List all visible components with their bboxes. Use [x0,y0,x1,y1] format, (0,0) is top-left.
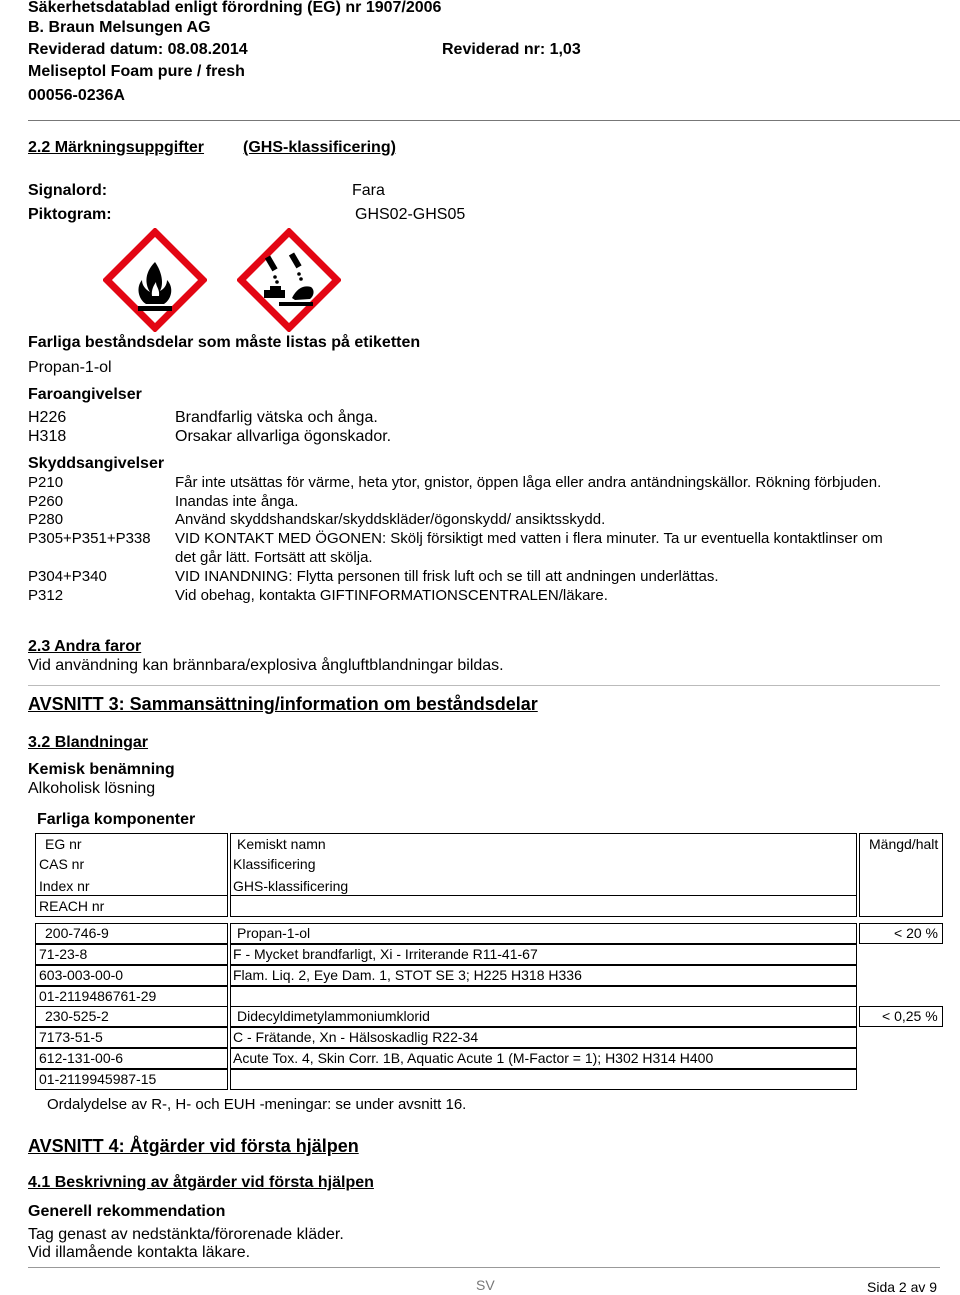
row2-cas: 7173-51-5 [39,1029,103,1045]
h-text: Brandfarlig vätska och ånga. [175,409,378,426]
row1-index: 603-003-00-0 [39,967,124,983]
h-code: H226 [28,409,67,426]
cell-divider [35,895,228,896]
revised-date: Reviderad datum: 08.08.2014 [28,41,248,58]
cell-box [230,986,857,1007]
page-number: Sida 2 av 9 [867,1279,938,1295]
th-ghs-classification: GHS-klassificering [233,878,349,894]
header-rule [28,120,960,121]
product-name: Meliseptol Foam pure / fresh [28,63,245,80]
signal-word-label: Signalord: [28,182,108,199]
general-advice-line: Vid illamående kontakta läkare. [28,1244,251,1261]
h-text: Orsakar allvarliga ögonskador. [175,428,392,445]
p-text: VID KONTAKT MED ÖGONEN: Skölj försiktigt med vatten i flera minuter. Ta ur eventuella kontaktlinser om [175,530,883,547]
revision-number: Reviderad nr: 1,03 [442,41,581,58]
th-index-nr: Index nr [39,878,90,894]
th-chemical-name: Kemiskt namn [237,836,326,852]
section-4-title: AVSNITT 4: Åtgärder vid första hjälpen [28,1136,359,1156]
signal-word-value: Fara [352,182,385,199]
flame-icon [103,228,207,332]
cell-box [230,923,857,944]
document-title: Säkerhetsdatablad enligt förordning (EG) nr 1907/2006 [28,0,442,16]
th-cas-nr: CAS nr [39,856,85,872]
row1-class: F - Mycket brandfarligt, Xi - Irriterande R11-41-67 [233,946,538,962]
precautionary-statements-title: Skyddsangivelser [28,455,165,472]
h-code: H318 [28,428,67,445]
row2-class: C - Frätande, Xn - Hälsoskadlig R22-34 [233,1029,479,1045]
chemical-name-label: Kemisk benämning [28,761,175,778]
cell-divider [230,895,857,896]
p-code: P312 [28,587,64,604]
footer-rule [28,1267,940,1268]
p-code: P260 [28,493,64,510]
language-code: SV [476,1277,495,1293]
p-text: Använd skyddshandskar/skyddskläder/ögonskydd/ ansiktsskydd. [175,511,606,528]
p-code: P210 [28,474,64,491]
th-classification: Klassificering [233,856,316,872]
row2-index: 612-131-00-6 [39,1050,124,1066]
other-hazards-text: Vid användning kan brännbara/explosiva ångluftblandningar bildas. [28,657,504,674]
p-text: Vid obehag, kontakta GIFTINFORMATIONSCENTRALEN/läkare. [175,587,608,604]
section-2-2-title: 2.2 Märkningsuppgifter [28,139,205,156]
p-text-continued: det går lätt. Fortsätt att skölja. [175,549,373,566]
p-code: P305+P351+P338 [28,530,151,547]
row2-name: Didecyldimetylammoniumklorid [237,1008,430,1024]
general-advice-title: Generell rekommendation [28,1203,226,1220]
p-text: VID INANDNING: Flytta personen till frisk luft och se till att andningen underlättas. [175,568,719,585]
ghs-classification-label: (GHS-klassificering) [243,139,396,156]
pictogram-label: Piktogram: [28,206,112,223]
section-2-3-title: 2.3 Andra faror [28,638,142,655]
section-4-1-title: 4.1 Beskrivning av åtgärder vid första hjälpen [28,1174,374,1191]
row1-eg: 200-746-9 [45,925,109,941]
cell-box [230,1069,857,1090]
row2-eg: 230-525-2 [45,1008,109,1024]
section-3-title: AVSNITT 3: Sammansättning/information om beståndsdelar [28,694,538,714]
row2-reach: 01-2119945987-15 [39,1071,157,1087]
section-3-2-title: 3.2 Blandningar [28,734,149,751]
row2-amount: < 0,25 % [882,1008,938,1024]
row1-amount: < 20 % [894,925,938,941]
row1-reach: 01-2119486761-29 [39,988,157,1004]
table-footnote: Ordalydelse av R-, H- och EUH -meningar: se under avsnitt 16. [47,1096,467,1113]
row1-ghs: Flam. Liq. 2, Eye Dam. 1, STOT SE 3; H225 H318 H336 [233,967,582,983]
section-divider [28,685,940,686]
hazard-statements-title: Faroangivelser [28,386,142,403]
product-code: 00056-0236A [28,87,125,104]
chemical-name-value: Alkoholisk lösning [28,780,156,797]
hazardous-components-heading: Farliga komponenter [37,811,196,828]
th-eg-nr: EG nr [45,836,82,852]
company-name: B. Braun Melsungen AG [28,19,211,36]
th-amount: Mängd/halt [869,836,939,852]
p-text: Inandas inte ånga. [175,493,299,510]
row1-name: Propan-1-ol [237,925,311,941]
row2-ghs: Acute Tox. 4, Skin Corr. 1B, Aquatic Acute 1 (M-Factor = 1); H302 H314 H400 [233,1050,714,1066]
p-text: Får inte utsättas för värme, heta ytor, gnistor, öppen låga eller andra antändningskällor. Rökning förbjuden. [175,474,882,491]
p-code: P304+P340 [28,568,107,585]
pictogram-codes: GHS02-GHS05 [355,206,466,223]
p-code: P280 [28,511,64,528]
th-reach-nr: REACH nr [39,898,105,914]
corrosion-icon [237,228,341,332]
general-advice-line: Tag genast av nedstänkta/förorenade kläder. [28,1226,344,1243]
hazardous-component: Propan-1-ol [28,359,112,376]
hazardous-components-title: Farliga beståndsdelar som måste listas på etiketten [28,334,421,351]
row1-cas: 71-23-8 [39,946,88,962]
